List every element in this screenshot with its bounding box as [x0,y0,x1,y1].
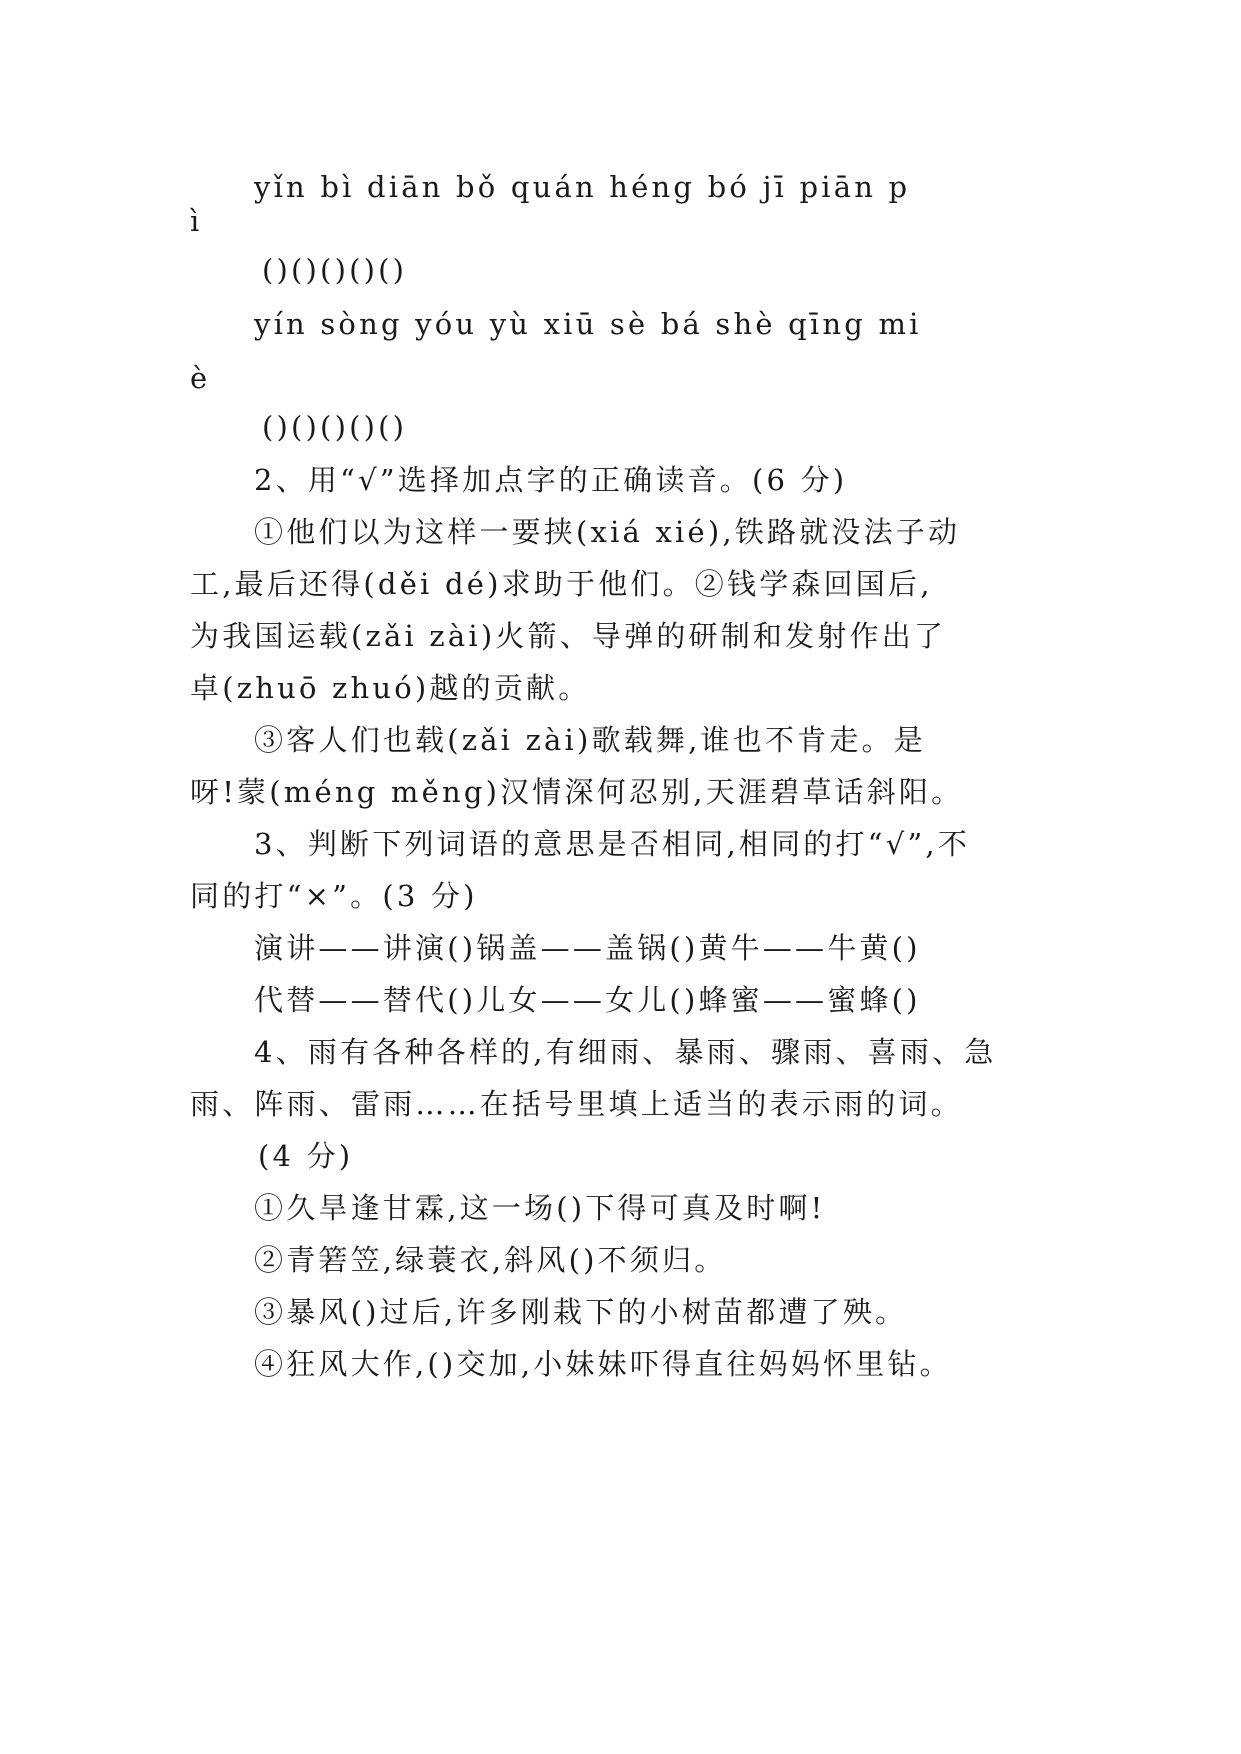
question-4-score: (4 分) [258,1139,354,1173]
question-2-text-line-2: 工,最后还得(děi dé)求助于他们。②钱学森回国后, [190,567,933,601]
pinyin-row-1-wrap: ì [190,204,203,238]
question-2-text-line-1: ①他们以为这样一要挟(xiá xié),铁路就没法子动 [254,515,961,549]
question-4-item-4: ④狂风大作,()交加,小妹妹吓得直往妈妈怀里钻。 [254,1347,952,1381]
answer-blanks-row-2: ()()()()() [262,410,408,444]
answer-blanks-row-1: ()()()()() [262,253,408,287]
question-4-item-1: ①久旱逢甘霖,这一场()下得可真及时啊! [254,1191,826,1225]
question-2-text-line-4: 卓(zhuō zhuó)越的贡献。 [190,671,591,705]
pinyin-row-1: yǐn bì diān bǒ quán héng bó jī piān p [254,170,911,204]
question-4-item-3: ③暴风()过后,许多刚栽下的小树苗都遭了殃。 [254,1295,908,1329]
question-2-text-line-5: ③客人们也载(zǎi zài)歌载舞,谁也不肯走。是 [254,723,926,757]
pinyin-row-2-wrap: è [190,361,211,395]
question-3-heading: 3、判断下列词语的意思是否相同,相同的打“√”,不 [254,827,971,861]
pinyin-row-2: yín sòng yóu yù xiū sè bá shè qīng mi [254,307,922,341]
question-2-text-line-6: 呀!蒙(méng měng)汉情深何忍别,天涯碧草话斜阳。 [190,775,964,809]
question-2-heading: 2、用“√”选择加点字的正确读音。(6 分) [254,463,848,497]
question-2-text-line-3: 为我国运载(zǎi zài)火箭、导弹的研制和发射作出了 [190,619,947,653]
question-3-row-2: 代替——替代()儿女——女儿()蜂蜜——蜜蜂() [254,983,921,1017]
question-3-row-1: 演讲——讲演()锅盖——盖锅()黄牛——牛黄() [254,931,921,965]
question-3-heading-wrap: 同的打“×”。(3 分) [190,879,478,913]
question-4-heading-wrap: 雨、阵雨、雷雨……在括号里填上适当的表示雨的词。 [190,1087,963,1121]
question-4-heading: 4、雨有各种各样的,有细雨、暴雨、骤雨、喜雨、急 [254,1035,997,1069]
question-4-item-2: ②青箬笠,绿蓑衣,斜风()不须归。 [254,1243,727,1277]
